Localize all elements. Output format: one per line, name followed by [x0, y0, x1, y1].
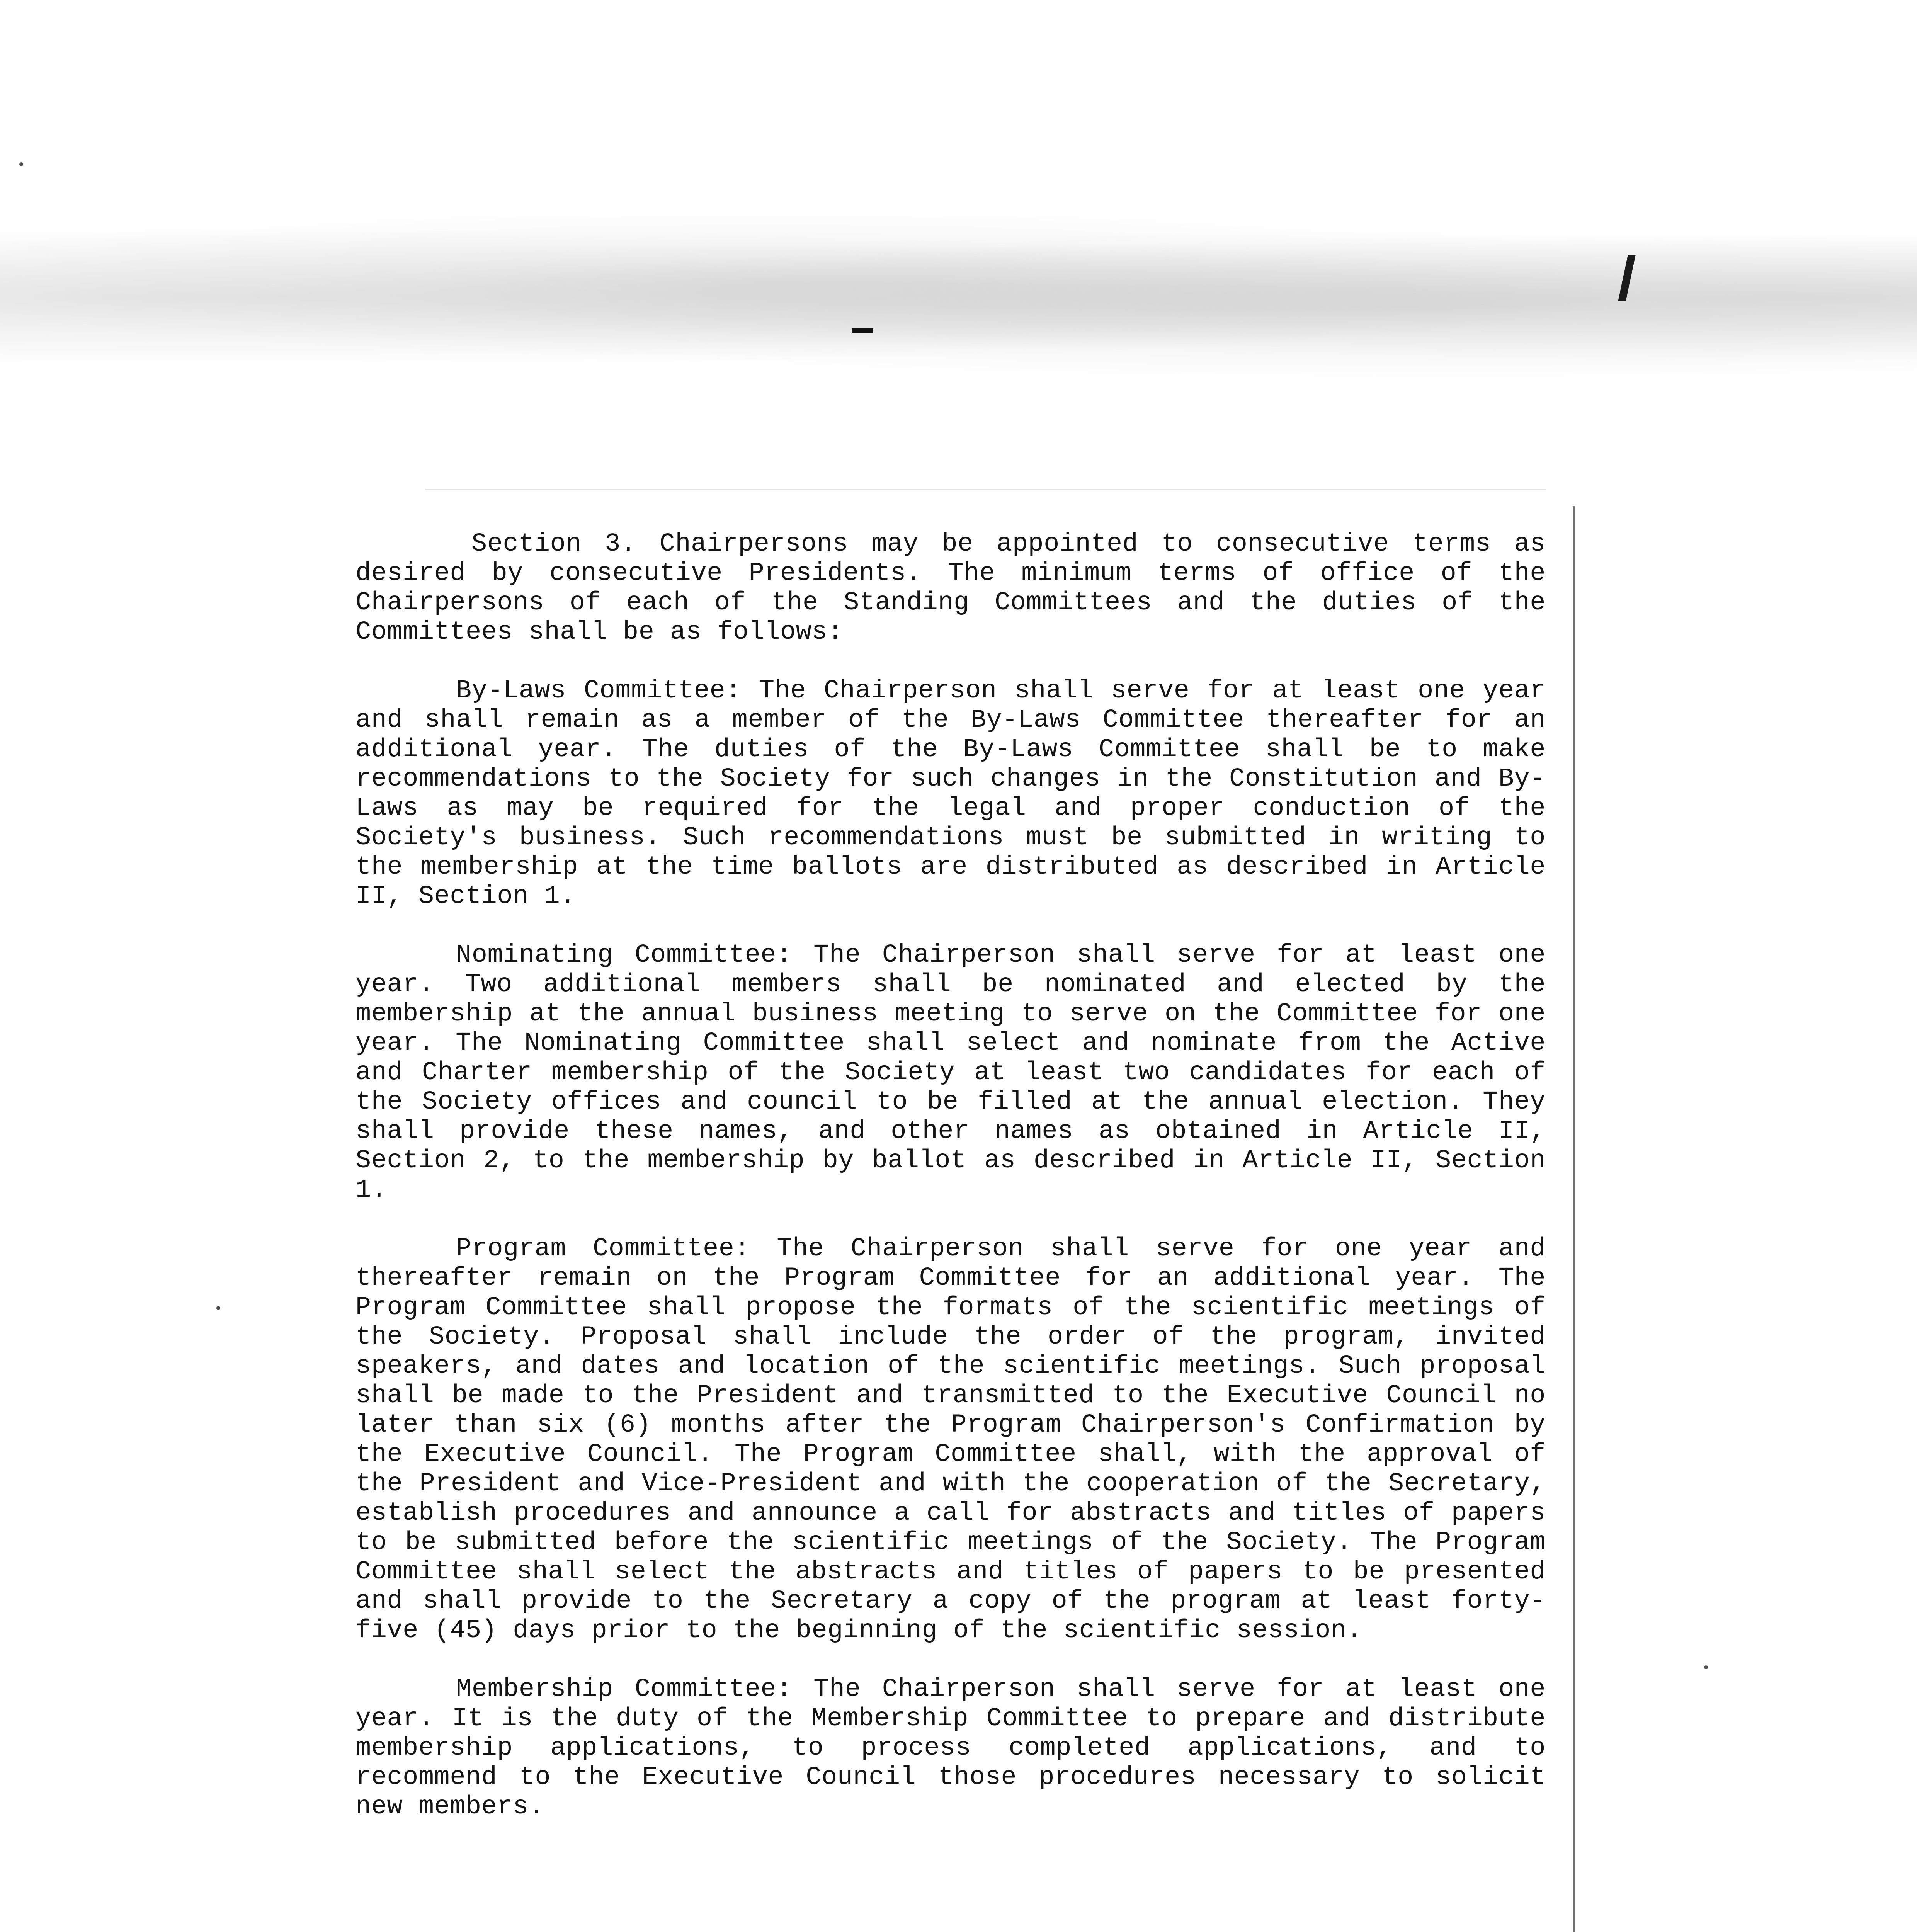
- nominating-committee-paragraph: Nominating Committee: The Chairperson shall serve for at least one year. Two additional members shall be nominated and elected by the membership at the annual business meeting to serve on the Committee for one year. The Nominating Committee shall select and nominate from the Active and Charter membership of the Society at least two candidates for each of the Society offices and council to be filled at the annual election. They shall provide these names, and other names as obtained in Article II, Section 2, to the membership by ballot as described in Article II, Section 1.: [356, 940, 1546, 1205]
- copier-noise-band: [0, 216, 1917, 379]
- speck: [1704, 1665, 1708, 1669]
- frame-top-rule: [425, 489, 1546, 490]
- section-3-paragraph: Section 3. Chairpersons may be appointed to consecutive terms as desired by consecutive Presidents. The minimum terms of office of the Chairpersons of each of the Standing Committees and the duties of the Committees shall be as follows:: [356, 529, 1546, 647]
- frame-right-rule: [1573, 506, 1575, 1932]
- dash-mark: [852, 328, 873, 333]
- speck: [216, 1306, 220, 1310]
- document-body: [356, 529, 1546, 1851]
- program-committee-paragraph: Program Committee: The Chairperson shall serve for one year and thereafter remain on the Program Committee for an additional year. The Program Committee shall propose the formats of the scientific meetings of the Society. Proposal shall include the order of the program, invited speakers, and dates and location of the scientific meetings. Such proposal shall be made to the President and transmitted to the Executive Council no later than six (6) months after the Program Chairperson's Confirmation by the Executive Council. The Program Committee shall, with the approval of the President and Vice-President and with the cooperation of the Secretary, establish procedures and announce a call for abstracts and titles of papers to be submitted before the scientific meetings of the Society. The Program Committee shall select the abstracts and titles of papers to be presented and shall provide to the Secretary a copy of the program at least forty-five (45) days prior to the beginning of the scientific session.: [356, 1234, 1546, 1645]
- membership-committee-paragraph: Membership Committee: The Chairperson shall serve for at least one year. It is the duty of the Membership Committee to prepare and distribute membership applications, to process completed applications, and to recommend to the Executive Council those procedures necessary to solicit new members.: [356, 1675, 1546, 1821]
- bylaws-committee-paragraph: By-Laws Committee: The Chairperson shall serve for at least one year and shall remain as a member of the By-Laws Committee thereafter for an additional year. The duties of the By-Laws Committee shall be to make recommendations to the Society for such changes in the Constitution and By-Laws as may be required for the legal and proper conduction of the Society's business. Such recommendations must be submitted in writing to the membership at the time ballots are distributed as described in Article II, Section 1.: [356, 676, 1546, 911]
- speck: [19, 162, 23, 166]
